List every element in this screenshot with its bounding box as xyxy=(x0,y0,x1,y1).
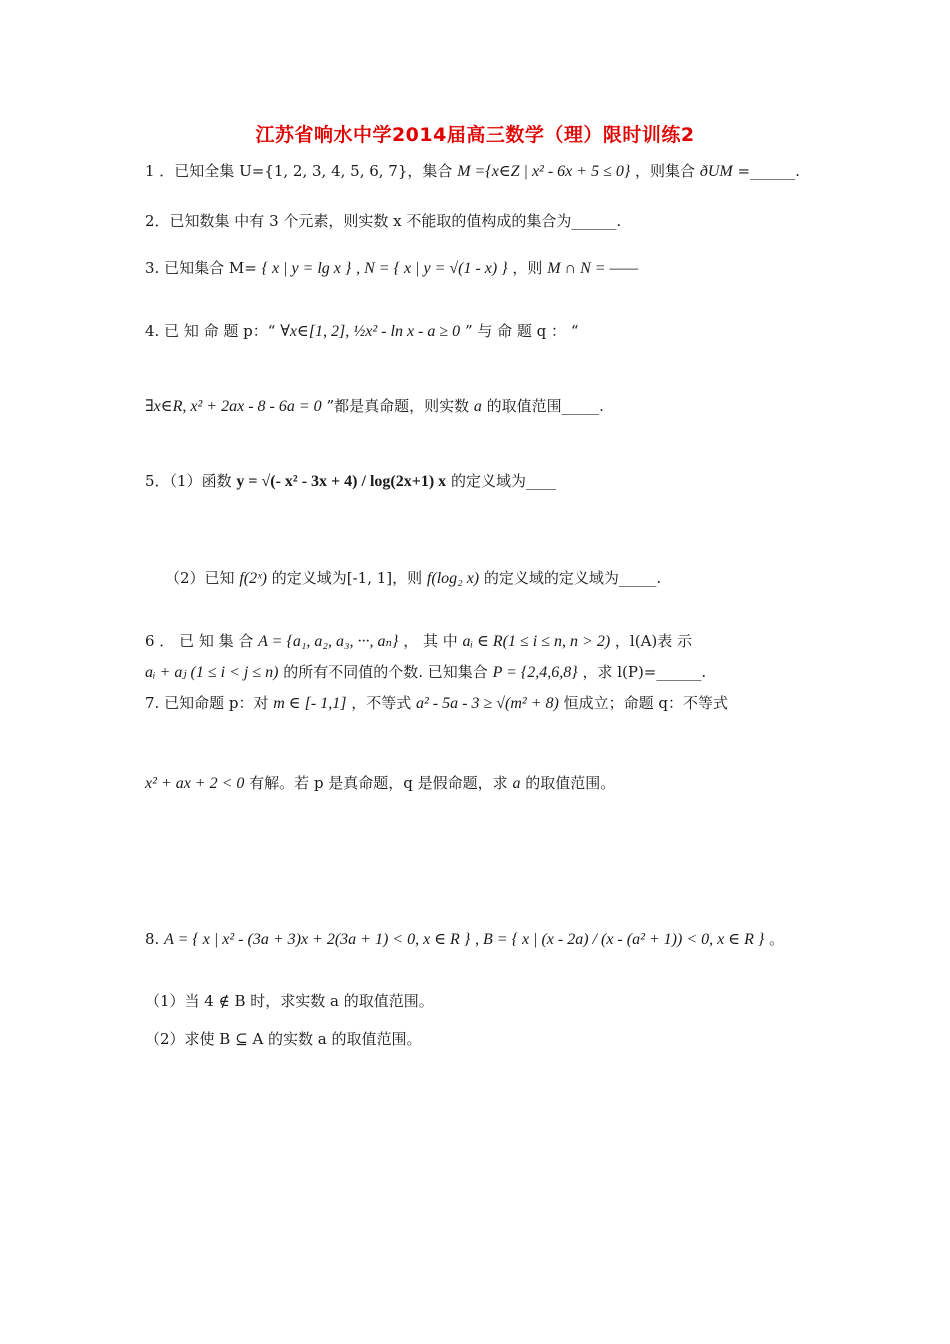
q6-line2-text: 的所有不同值的个数. 已知集合 xyxy=(283,663,488,681)
q7-line2-text: 有解。若 p 是真命题，q 是假命题，求 xyxy=(249,774,508,792)
q7-line1-b: ，不等式 xyxy=(351,694,412,712)
question-6-line-2 xyxy=(145,661,706,684)
q3-text: 3. 已知集合 M= xyxy=(145,259,257,277)
q7-variable-a: a xyxy=(512,775,521,792)
q4-line1-b: ” 与 命 题 q ： “ xyxy=(464,322,579,340)
q6-sum-expr: aᵢ + aⱼ (1 ≤ i < j ≤ n) xyxy=(145,664,279,681)
q6-line1-c: ，l(A)表 示 xyxy=(614,632,693,650)
q4-variable-a: a xyxy=(473,398,482,415)
question-3 xyxy=(145,257,638,280)
question-8-sub-2 xyxy=(145,1028,422,1050)
q1-text: 1 ．已知全集 U={1, 2, 3, 4, 5, 6, 7}，集合 xyxy=(145,162,453,180)
q4-proposition-p: ∀x∈[1, 2], ½x² - ln x - a ≥ 0 xyxy=(280,323,461,340)
q7-inequality-p: a² - 5a - 3 ≥ √(m² + 8) xyxy=(416,695,559,712)
q3-text2: ，则 xyxy=(512,259,543,277)
question-5-part-2 xyxy=(165,567,661,590)
q6-element-condition: aᵢ ∈ R(1 ≤ i ≤ n, n > 2) xyxy=(462,633,611,650)
q2-text: 2．已知数集 中有 3 个元素，则实数 x 不能取的值构成的集合为______. xyxy=(145,212,622,230)
question-1 xyxy=(145,160,800,183)
question-2 xyxy=(145,210,621,232)
q5-f-log: f(log₂ x) xyxy=(426,570,480,587)
q7-inequality-q: x² + ax + 2 < 0 xyxy=(145,775,245,792)
q8-set-b: , B = { x | (x - 2a) / (x - (a² + 1)) < 0, x ∈ R } xyxy=(475,931,765,948)
q7-line1-a: 7. 已知命题 p：对 xyxy=(145,694,269,712)
question-4-line-1 xyxy=(145,320,579,343)
q5-p2-tail: 的定义域的定义域为_____. xyxy=(483,569,662,587)
question-4-line-2 xyxy=(145,395,604,418)
q8-set-a: A = { x | x² - (3a + 3)x + 2(3a + 1) < 0, x ∈ R } xyxy=(164,931,471,948)
q8-sub1-text: （1）当 4 ∉ B 时，求实数 a 的取值范围。 xyxy=(145,992,434,1010)
q6-line1-a: 6 ． 已 知 集 合 xyxy=(145,632,254,650)
q6-set-a: A = {a₁, a₂, a₃, ···, aₙ} xyxy=(258,633,399,650)
q4-line1-a: 4. 已 知 命 题 p：“ xyxy=(145,322,276,340)
q5-f-2x: f(2ˣ) xyxy=(239,570,267,587)
question-5-part-1 xyxy=(145,470,556,493)
q4-proposition-q: ∃x∈R, x² + 2ax - 8 - 6a = 0 xyxy=(145,398,322,415)
q5-p2-text: （2）已知 xyxy=(165,569,235,587)
q6-line1-b: ， 其 中 xyxy=(403,632,458,650)
q5-p1-text: 5．（1）函数 xyxy=(145,472,232,490)
q7-line1-c: 恒成立；命题 q：不等式 xyxy=(563,694,728,712)
question-6-line-1 xyxy=(145,630,692,653)
q7-line2-tail: 的取值范围。 xyxy=(525,774,616,792)
question-8 xyxy=(145,928,784,951)
q4-line2-text: ”都是真命题，则实数 xyxy=(326,397,470,415)
question-8-sub-1 xyxy=(145,990,434,1012)
q1-blank: =______. xyxy=(737,162,800,180)
q5-p1-tail: 的定义域为____ xyxy=(450,472,556,490)
question-7-line-1 xyxy=(145,692,728,715)
q8-number: 8. xyxy=(145,930,160,948)
q1-text2: ，则集合 xyxy=(635,162,696,180)
q3-intersection: M ∩ N = —— xyxy=(547,260,639,277)
q6-line2-tail: ，求 l(P)=______. xyxy=(582,663,707,681)
q6-set-p: P = {2,4,6,8} xyxy=(492,664,578,681)
q3-set-m: { x | y = lg x } xyxy=(261,260,352,277)
question-7-line-2 xyxy=(145,772,615,795)
q4-line2-tail: 的取值范围_____. xyxy=(486,397,604,415)
q5-p2-mid: 的定义域为[-1, 1]，则 xyxy=(271,569,423,587)
q7-m-range: m ∈ [- 1,1] xyxy=(273,695,347,712)
q8-tail: 。 xyxy=(769,930,785,948)
q1-complement: ðUM xyxy=(699,163,733,180)
q5-function: y = √(- x² - 3x + 4) / log(2x+1) x xyxy=(236,473,447,490)
page-title: 江苏省响水中学2014届高三数学（理）限时训练2 xyxy=(255,124,695,146)
q1-set-m: M ={x∈Z | x² - 6x + 5 ≤ 0} xyxy=(457,163,631,180)
q3-set-n: , N = { x | y = √(1 - x) } xyxy=(356,260,508,277)
q8-sub2-text: （2）求使 B ⊆ A 的实数 a 的取值范围。 xyxy=(145,1030,422,1048)
